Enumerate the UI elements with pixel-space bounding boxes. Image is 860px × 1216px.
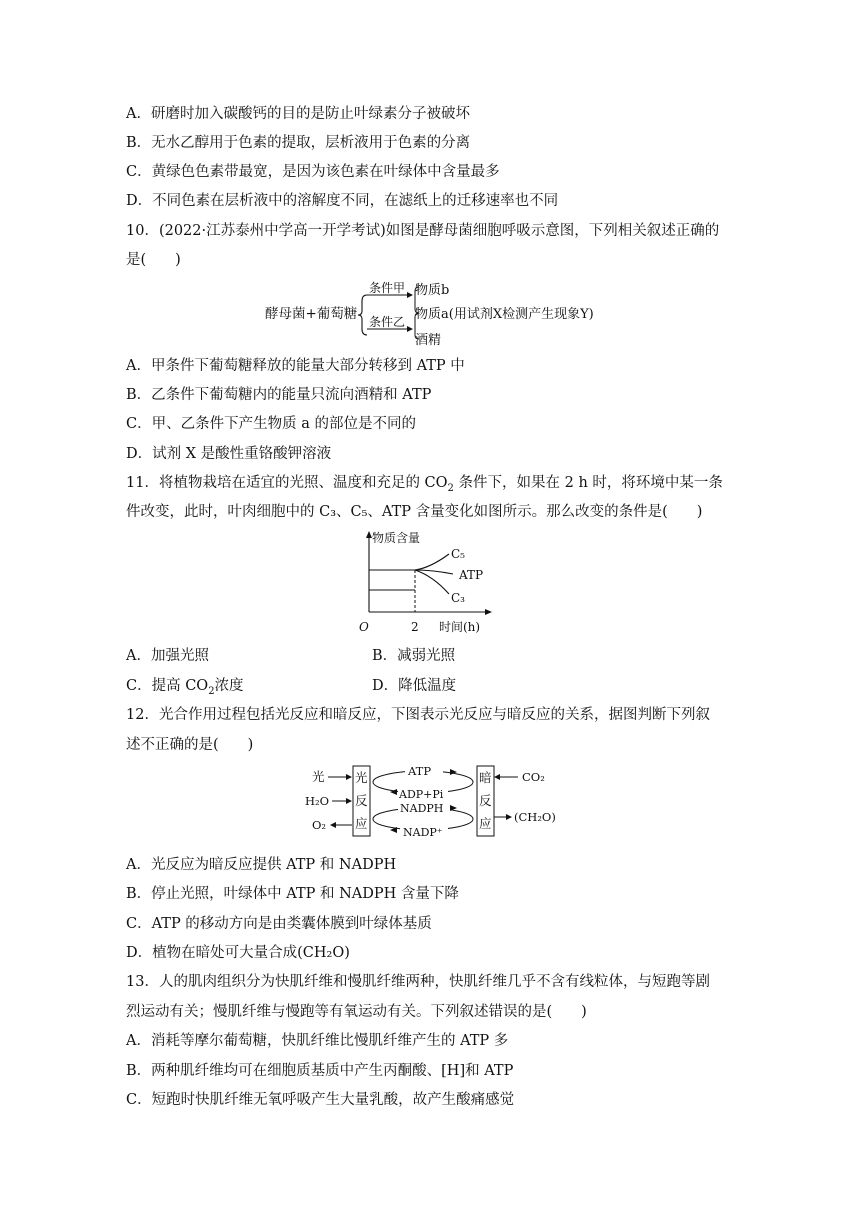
arrowhead: [346, 774, 352, 780]
subscript: 2: [208, 685, 215, 697]
q9-option-a: A．研磨时加入碳酸钙的目的是防止叶绿素分子被破坏: [126, 106, 470, 122]
label-atp: ATP: [459, 568, 484, 582]
q11-stem-pre: 11．将植物栽培在适宜的光照、温度和充足的 CO: [126, 475, 448, 491]
series-c3-curve: [415, 570, 449, 594]
q13-stem-line1: 13．人的肌肉组织分为快肌纤维和慢肌纤维两种，快肌纤维几乎不含有线粒体，与短跑等剧: [126, 974, 710, 990]
light-box-char-2: 反: [355, 793, 368, 808]
x-axis-arrow: [485, 609, 492, 615]
q10-option-b: B．乙条件下葡萄糖内的能量只流向酒精和 ATP: [126, 387, 432, 403]
q11-option-c-pre: C．提高 CO: [126, 678, 209, 694]
dark-box-char-1: 暗: [479, 770, 492, 785]
q12-option-d: D．植物在暗处可大量合成(CH₂O): [126, 945, 350, 961]
subscript: 2: [447, 482, 454, 494]
q12-option-a: A．光反应为暗反应提供 ATP 和 NADPH: [126, 857, 397, 873]
arrowhead: [330, 822, 336, 828]
light-box-char-3: 应: [355, 816, 368, 831]
input-co2: CO₂: [522, 770, 545, 784]
q12-stem-line1: 12．光合作用过程包括光反应和暗反应，下图表示光反应与暗反应的关系，据图判断下列叙: [126, 707, 710, 723]
output-ch2o: (CH₂O): [514, 810, 556, 824]
q13-option-b: B．两种肌纤维均可在细胞质基质中产生丙酮酸、[H]和 ATP: [126, 1063, 514, 1079]
x-axis-label: 时间(h): [439, 620, 481, 634]
q9-option-c: C．黄绿色色素带最宽，是因为该色素在叶绿体中含量最多: [126, 164, 500, 180]
q11-option-c: [126, 676, 244, 702]
q10-stem-line2: 是( ): [126, 252, 181, 268]
dark-box-char-3: 应: [479, 816, 492, 831]
q13-stem-line2: 烈运动有关；慢肌纤维与慢跑等有氧运动有关。下列叙述错误的是( ): [126, 1004, 587, 1020]
x-tick-2: 2: [411, 620, 419, 634]
q13-option-c: C．短跑时快肌纤维无氧呼吸产生大量乳酸，故产生酸痛感觉: [126, 1092, 515, 1108]
diagram-source: 酵母菌+葡萄糖: [265, 306, 358, 322]
product-b: 物质b: [415, 283, 450, 298]
brace: [358, 295, 367, 335]
input-water: H₂O: [305, 794, 330, 808]
arrowhead: [407, 326, 413, 332]
label-c5: C₅: [451, 547, 465, 561]
arrowhead: [407, 292, 413, 298]
q10-option-c: C．甲、乙条件下产生物质 a 的部位是不同的: [126, 416, 416, 432]
label-adp: ADP+Pi: [399, 788, 444, 801]
label-nadph: NADPH: [400, 802, 444, 815]
q10-option-a: A．甲条件下葡萄糖释放的能量大部分转移到 ATP 中: [126, 358, 465, 374]
q11-stem-post: 条件下，如果在 2 h 时，将环境中某一条: [453, 475, 723, 491]
q12-stem-line2: 述不正确的是( ): [126, 737, 254, 753]
label-c3: C₃: [451, 591, 465, 605]
arrowhead: [346, 798, 352, 804]
q11-option-c-post: 浓度: [214, 678, 244, 694]
origin-label: O: [359, 620, 369, 634]
q12-option-c: C．ATP 的移动方向是由类囊体膜到叶绿体基质: [126, 916, 432, 932]
arrowhead: [390, 789, 397, 795]
q11-option-d: D．降低温度: [372, 678, 457, 694]
q9-option-b: B．无水乙醇用于色素的提取，层析液用于色素的分离: [126, 135, 471, 151]
dark-box-char-2: 反: [479, 793, 492, 808]
product-a: 物质a(用试剂X检测产生现象Y): [415, 307, 594, 322]
q10-option-d: D．试剂 X 是酸性重铬酸钾溶液: [126, 446, 332, 462]
cond-b-label: 条件乙: [369, 315, 406, 329]
label-atp: ATP: [408, 764, 432, 778]
q10-stem-line1: 10．(2022·江苏泰州中学高一开学考试)如图是酵母菌细胞呼吸示意图，下列相关叙述正确的: [126, 223, 720, 239]
series-c5-curve: [415, 554, 449, 570]
cond-a-label: 条件甲: [369, 281, 406, 295]
q13-option-a: A．消耗等摩尔葡萄糖，快肌纤维比慢肌纤维产生的 ATP 多: [126, 1033, 509, 1049]
q11-option-a: A．加强光照: [126, 648, 209, 664]
input-light: 光: [312, 769, 325, 784]
q12-option-b: B．停止光照，叶绿体中 ATP 和 NADPH 含量下降: [126, 886, 459, 902]
q11-option-b: B．减弱光照: [372, 648, 456, 664]
y-axis-label: 物质含量: [372, 531, 421, 545]
product-alcohol: 酒精: [415, 333, 442, 348]
q11-stem-line1: [126, 473, 723, 499]
q11-stem-line2: 件改变，此时，叶肉细胞中的 C₃、C₅、ATP 含量变化如图所示。那么改变的条件是( ): [126, 504, 703, 520]
label-nadp: NADP⁺: [403, 826, 443, 839]
light-box-char-1: 光: [355, 770, 368, 785]
photosynthesis-diagram: [300, 764, 565, 840]
yeast-respiration-diagram: [265, 281, 605, 349]
output-oxygen: O₂: [312, 818, 327, 832]
arrowhead: [494, 774, 500, 780]
q9-option-d: D．不同色素在层析液中的溶解度不同，在滤纸上的迁移速率也不同: [126, 193, 559, 209]
arrowhead: [506, 814, 512, 820]
substance-content-chart: [355, 530, 505, 638]
